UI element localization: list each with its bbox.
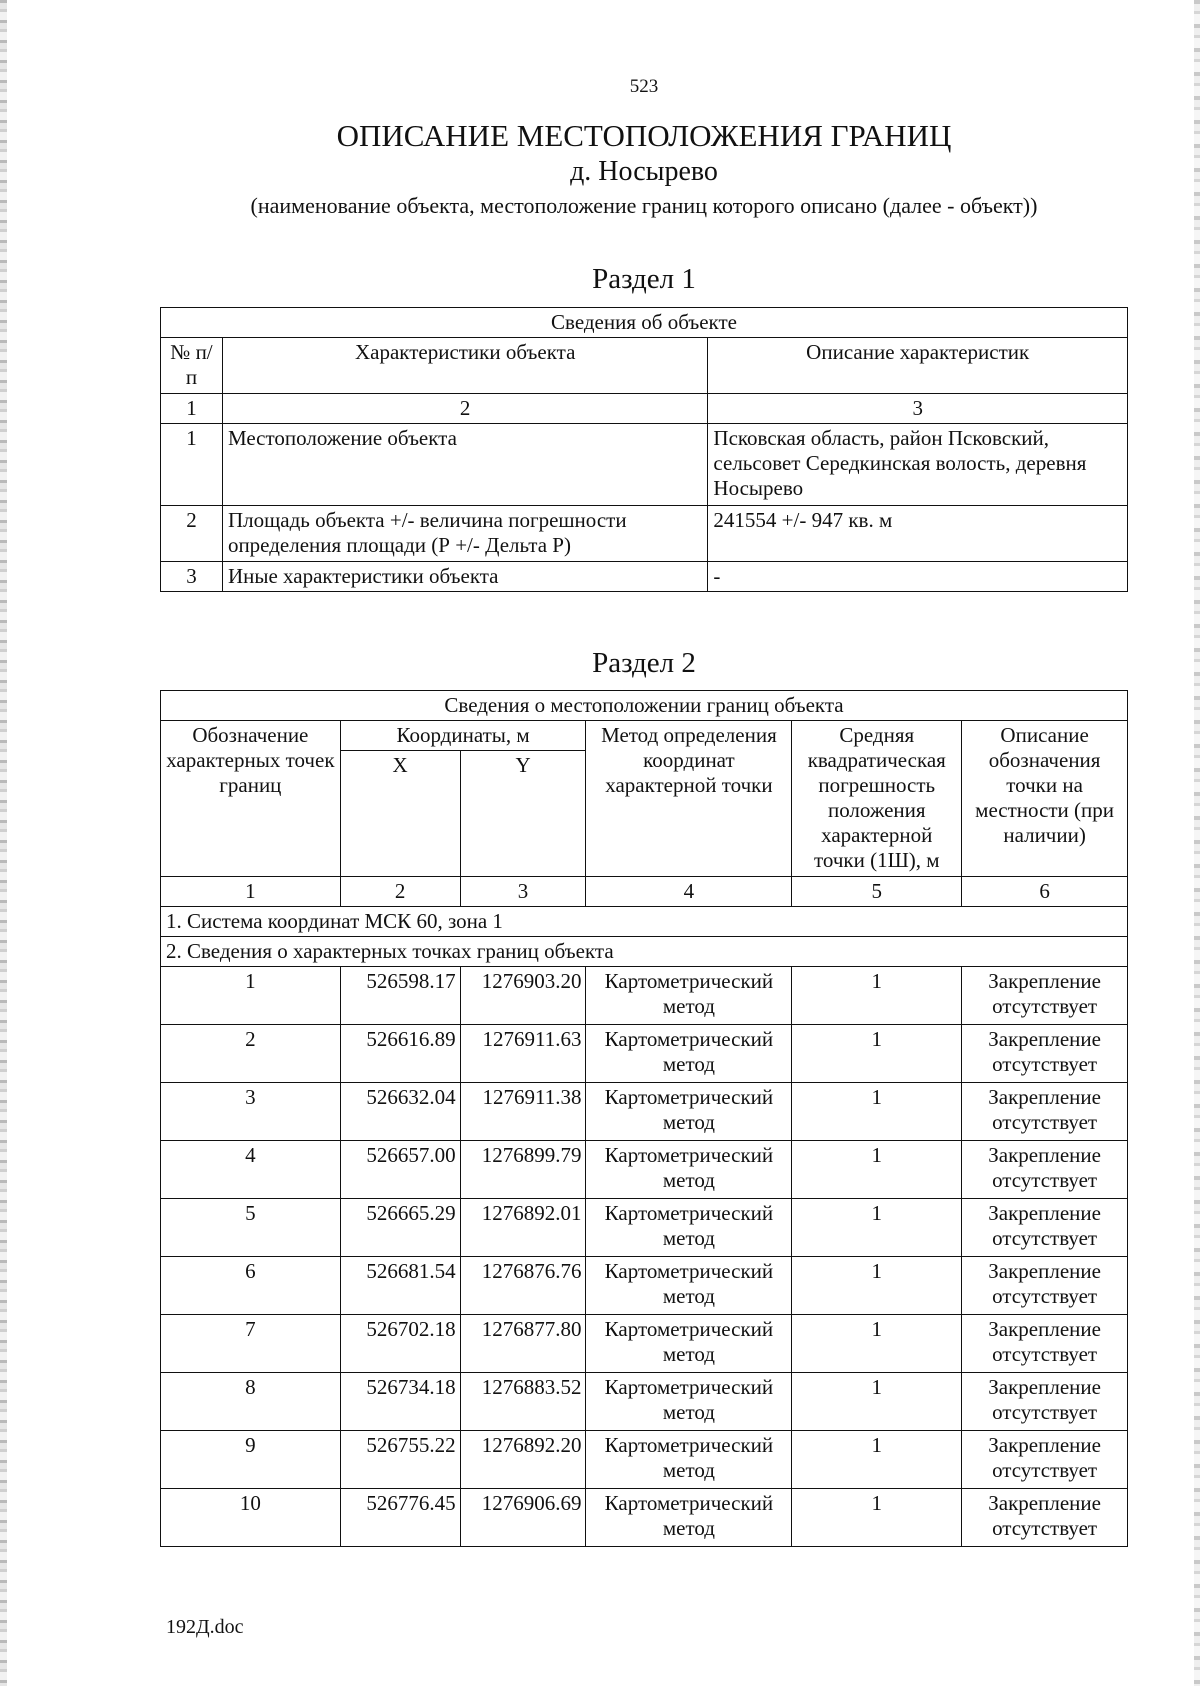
point-method: Картометрический метод [586,1257,792,1315]
point-y: 1276883.52 [460,1373,586,1431]
table-row [161,1489,1128,1547]
coord-system: 1. Система координат МСК 60, зона 1 [161,907,1128,937]
table-row [161,967,1128,1025]
page-number: 523 [629,76,659,97]
point-error: 1 [792,1431,962,1489]
point-description: Закрепление отсутствует [962,1431,1128,1489]
table-row [161,562,1128,592]
row-characteristic: Иные характеристики объекта [222,562,707,592]
table-row [161,424,1128,506]
point-error: 1 [792,1257,962,1315]
header-point: Обозначение характерных точек границ [161,721,341,877]
page-title: ОПИСАНИЕ МЕСТОПОЛОЖЕНИЯ ГРАНИЦ [336,118,952,153]
point-number: 7 [161,1315,341,1373]
point-y: 1276877.80 [460,1315,586,1373]
point-description: Закрепление отсутствует [962,1025,1128,1083]
row-num: 3 [161,562,223,592]
point-method: Картометрический метод [586,1431,792,1489]
col-number: 4 [586,877,792,907]
section2-title: Раздел 2 [592,647,696,679]
row-description: Псковская область, район Псковский, сельсовет Середкинская волость, деревня Носырево [708,424,1128,506]
row-description: - [708,562,1128,592]
header-description: Описание обозначения точки на местности (при наличии) [962,721,1128,877]
point-x: 526702.18 [340,1315,460,1373]
point-description: Закрепление отсутствует [962,1257,1128,1315]
point-number: 8 [161,1373,341,1431]
point-number: 6 [161,1257,341,1315]
point-number: 10 [161,1489,341,1547]
point-number: 5 [161,1199,341,1257]
point-y: 1276892.01 [460,1199,586,1257]
point-method: Картометрический метод [586,1373,792,1431]
point-number: 2 [161,1025,341,1083]
point-x: 526616.89 [340,1025,460,1083]
point-method: Картометрический метод [586,1199,792,1257]
points-header: 2. Сведения о характерных точках границ объекта [161,937,1128,967]
header-num: № п/п [161,338,223,394]
col-number: 1 [161,394,223,424]
point-description: Закрепление отсутствует [962,1373,1128,1431]
point-description: Закрепление отсутствует [962,1083,1128,1141]
point-error: 1 [792,1373,962,1431]
points-body [161,967,1128,1547]
row-description: 241554 +/- 947 кв. м [708,506,1128,562]
point-method: Картометрический метод [586,967,792,1025]
col-number: 5 [792,877,962,907]
point-x: 526734.18 [340,1373,460,1431]
point-x: 526598.17 [340,967,460,1025]
point-y: 1276911.63 [460,1025,586,1083]
table-row [161,1025,1128,1083]
row-num: 2 [161,506,223,562]
point-error: 1 [792,1025,962,1083]
point-error: 1 [792,1315,962,1373]
col-number: 2 [222,394,707,424]
point-number: 9 [161,1431,341,1489]
point-method: Картометрический метод [586,1141,792,1199]
table-row [161,1141,1128,1199]
point-x: 526665.29 [340,1199,460,1257]
col-number: 1 [161,877,341,907]
point-error: 1 [792,1083,962,1141]
scan-edge-right [1194,0,1200,1686]
table-row [161,1257,1128,1315]
point-number: 3 [161,1083,341,1141]
header-characteristics: Характеристики объекта [222,338,707,394]
table-row [161,1431,1128,1489]
col-number: 3 [708,394,1128,424]
table1-title: Сведения об объекте [161,308,1128,338]
point-y: 1276899.79 [460,1141,586,1199]
row-characteristic: Площадь объекта +/- величина погрешности определения площади (Р +/- Дельта Р) [222,506,707,562]
point-error: 1 [792,1141,962,1199]
point-method: Картометрический метод [586,1025,792,1083]
point-description: Закрепление отсутствует [962,1315,1128,1373]
point-y: 1276911.38 [460,1083,586,1141]
table-row [161,1199,1128,1257]
header-description: Описание характеристик [708,338,1128,394]
point-x: 526681.54 [340,1257,460,1315]
point-y: 1276906.69 [460,1489,586,1547]
section1-title: Раздел 1 [592,263,696,295]
point-error: 1 [792,1199,962,1257]
object-info-table [160,307,1128,592]
point-error: 1 [792,967,962,1025]
scan-edge-left [0,0,7,1686]
header-y: Y [460,751,586,877]
point-x: 526776.45 [340,1489,460,1547]
header-coords: Координаты, м [340,721,586,751]
header-method: Метод определения координат характерной точки [586,721,792,877]
row-num: 1 [161,424,223,506]
table-row [161,1083,1128,1141]
point-number: 4 [161,1141,341,1199]
point-x: 526632.04 [340,1083,460,1141]
point-y: 1276892.20 [460,1431,586,1489]
table-row [161,1373,1128,1431]
point-description: Закрепление отсутствует [962,1489,1128,1547]
point-method: Картометрический метод [586,1315,792,1373]
table-row [161,506,1128,562]
point-method: Картометрический метод [586,1083,792,1141]
col-number: 3 [460,877,586,907]
boundary-points-table [160,690,1128,1547]
object-name: д. Носырево [570,156,718,187]
object-note: (наименование объекта, местоположение границ которого описано (далее - объект)) [250,193,1038,218]
header-error: Средняя квадратическая погрешность положения характерной точки (1Ш), м [792,721,962,877]
col-number: 2 [340,877,460,907]
point-number: 1 [161,967,341,1025]
col-number: 6 [962,877,1128,907]
point-y: 1276903.20 [460,967,586,1025]
point-y: 1276876.76 [460,1257,586,1315]
point-x: 526657.00 [340,1141,460,1199]
point-method: Картометрический метод [586,1489,792,1547]
row-characteristic: Местоположение объекта [222,424,707,506]
point-description: Закрепление отсутствует [962,1199,1128,1257]
point-error: 1 [792,1489,962,1547]
header-x: X [340,751,460,877]
table-row [161,1315,1128,1373]
point-x: 526755.22 [340,1431,460,1489]
table2-title: Сведения о местоположении границ объекта [161,691,1128,721]
point-description: Закрепление отсутствует [962,967,1128,1025]
point-description: Закрепление отсутствует [962,1141,1128,1199]
footer-filename: 192Д.doc [166,1616,244,1638]
